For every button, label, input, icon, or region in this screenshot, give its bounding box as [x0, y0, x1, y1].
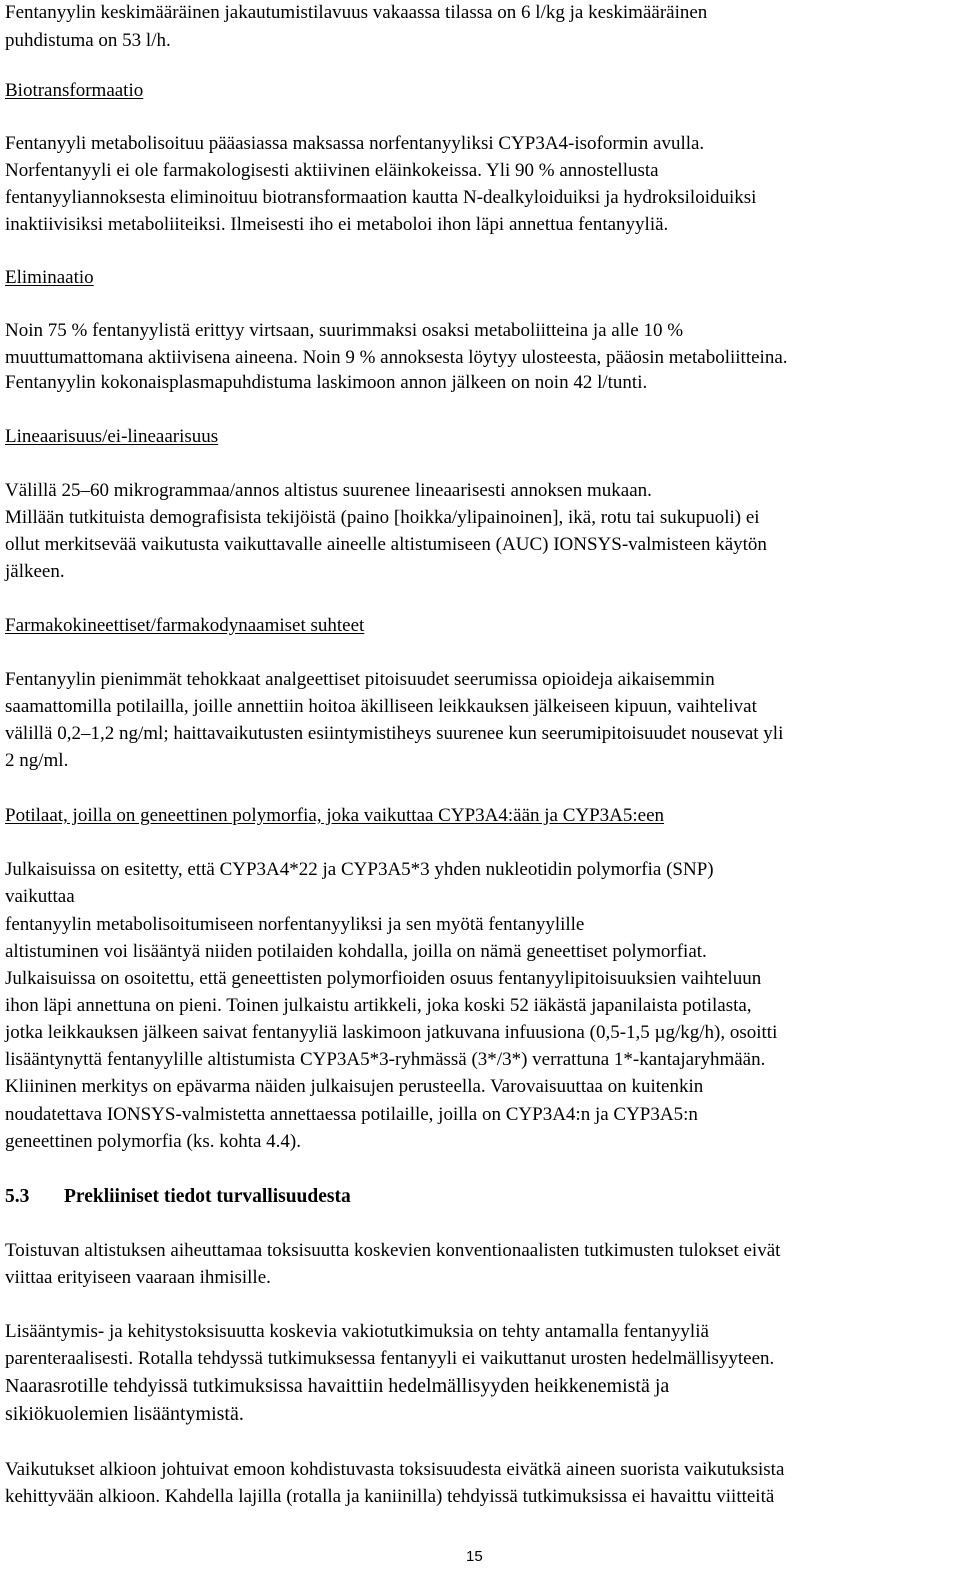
section-number: 5.3	[5, 1186, 30, 1207]
paragraph-line: muuttumattomana aktiivisena aineena. Noin 9 % annoksesta löytyy ulosteesta, pääosin metaboliitteina.	[5, 347, 788, 368]
paragraph-line: Julkaisuissa on osoitettu, että geneettisten polymorfioiden osuus fentanyylipitoisuuksien vaihteluun	[5, 968, 762, 989]
page-number: 15	[466, 1548, 483, 1565]
section-title: Prekliiniset tiedot turvallisuudesta	[64, 1186, 351, 1207]
paragraph-line: Lisääntymis- ja kehitystoksisuutta koskevia vakiotutkimuksia on tehty antamalla fentanyyliä	[5, 1321, 709, 1342]
paragraph-line: fentanyylin metabolisoitumiseen norfentanyyliksi ja sen myötä fentanyylille	[5, 914, 585, 935]
paragraph-line: 2 ng/ml.	[5, 750, 69, 771]
paragraph-line: Välillä 25–60 mikrogrammaa/annos altistus suurenee lineaarisesti annoksen mukaan.	[5, 480, 652, 501]
paragraph-line: ollut merkitsevää vaikutusta vaikuttavalle aineelle altistumiseen (AUC) IONSYS-valmisteen käytön	[5, 534, 767, 555]
paragraph-line: Millään tutkituista demografisista tekijöistä (paino [hoikka/ylipainoinen], ikä, rotu tai sukupuoli) ei	[5, 507, 760, 528]
paragraph-line: Julkaisuissa on esitetty, että CYP3A4*22 ja CYP3A5*3 yhden nukleotidin polymorfia (SNP)	[5, 859, 714, 880]
paragraph-line: sikiökuolemien lisääntymistä.	[5, 1403, 244, 1425]
paragraph-line: geneettinen polymorfia (ks. kohta 4.4).	[5, 1131, 302, 1152]
section-heading-polymorfia: Potilaat, joilla on geneettinen polymorfia, joka vaikuttaa CYP3A4:ään ja CYP3A5:een	[5, 805, 665, 826]
paragraph-line: Kliininen merkitys on epävarma näiden julkaisujen perusteella. Varovaisuuttaa on kuitenkin	[5, 1076, 704, 1097]
paragraph-line: Naarasrotille tehdyissä tutkimuksissa havaittiin hedelmällisyyden heikkenemistä ja	[5, 1375, 670, 1397]
paragraph-line: Vaikutukset alkioon johtuivat emoon kohdistuvasta toksisuudesta eivätkä aineen suorista vaikutuksista	[5, 1459, 785, 1480]
paragraph-line: parenteraalisesti. Rotalla tehdyssä tutkimuksessa fentanyyli ei vaikuttanut urosten hedelmällisyyteen.	[5, 1348, 775, 1369]
paragraph-line: Noin 75 % fentanyylistä erittyy virtsaan, suurimmaksi osaksi metaboliitteina ja alle 10 %	[5, 320, 684, 341]
paragraph-line: välillä 0,2–1,2 ng/ml; haittavaikutusten esiintymistiheys suurenee kun seerumipitoisuudet nousevat yli	[5, 723, 784, 744]
paragraph-line: inaktiivisiksi metaboliiteiksi. Ilmeisesti iho ei metaboloi ihon läpi annettua fentanyyliä.	[5, 214, 669, 235]
section-heading-lineaarisuus: Lineaarisuus/ei-lineaarisuus	[5, 426, 219, 447]
paragraph-line: vaikuttaa	[5, 886, 75, 907]
paragraph-line: jotka leikkauksen jälkeen saivat fentanyyliä laskimoon jatkuvana infuusiona (0,5-1,5 µg/kg/h), osoitti	[5, 1022, 778, 1043]
section-heading-biotransformaatio: Biotransformaatio	[5, 80, 144, 101]
paragraph-line: kehittyvään alkioon. Kahdella lajilla (rotalla ja kaniinilla) tehdyissä tutkimuksissa ei havaittu viitteitä	[5, 1486, 775, 1507]
paragraph-line: Fentanyylin pienimmät tehokkaat analgeettiset pitoisuudet seerumissa opioideja aikaisemmin	[5, 669, 715, 690]
paragraph-line: Norfentanyyli ei ole farmakologisesti aktiivinen eläinkokeissa. Yli 90 % annostellusta	[5, 160, 659, 181]
paragraph-line: Fentanyyli metabolisoituu pääasiassa maksassa norfentanyyliksi CYP3A4-isoformin avulla.	[5, 133, 705, 154]
section-heading-pkpd: Farmakokineettiset/farmakodynaamiset suhteet	[5, 615, 365, 636]
section-heading-eliminaatio: Eliminaatio	[5, 267, 94, 288]
paragraph-line: noudatettava IONSYS-valmistetta annettaessa potilaille, joilla on CYP3A4:n ja CYP3A5:n	[5, 1104, 698, 1125]
paragraph-line: Fentanyylin keskimääräinen jakautumistilavuus vakaassa tilassa on 6 l/kg ja keskimääräinen	[5, 2, 708, 23]
paragraph-line: fentanyyliannoksesta eliminoituu biotransformaation kautta N-dealkyloiduiksi ja hydroksiloiduiksi	[5, 187, 757, 208]
paragraph-line: puhdistuma on 53 l/h.	[5, 30, 171, 51]
paragraph-line: Toistuvan altistuksen aiheuttamaa toksisuutta koskevien konventionaalisten tutkimusten tulokset eivät	[5, 1240, 781, 1261]
paragraph-line: ihon läpi annettuna on pieni. Toinen julkaistu artikkeli, joka koski 52 iäkästä japanilaista potilasta,	[5, 995, 752, 1016]
paragraph-line: lisääntynyttä fentanyylille altistumista CYP3A5*3-ryhmässä (3*/3*) verrattuna 1*-kantajaryhmään.	[5, 1049, 766, 1070]
paragraph-line: saamattomilla potilailla, joille annettiin hoitoa äkilliseen leikkauksen jälkeiseen kipuun, vaihtelivat	[5, 696, 757, 717]
paragraph-line: viittaa erityiseen vaaraan ihmisille.	[5, 1267, 271, 1288]
paragraph-line: Fentanyylin kokonaisplasmapuhdistuma laskimoon annon jälkeen on noin 42 l/tunti.	[5, 372, 648, 393]
paragraph-line: jälkeen.	[5, 561, 65, 582]
paragraph-line: altistuminen voi lisääntyä niiden potilaiden kohdalla, joilla on nämä geneettiset polymorfiat.	[5, 941, 707, 962]
